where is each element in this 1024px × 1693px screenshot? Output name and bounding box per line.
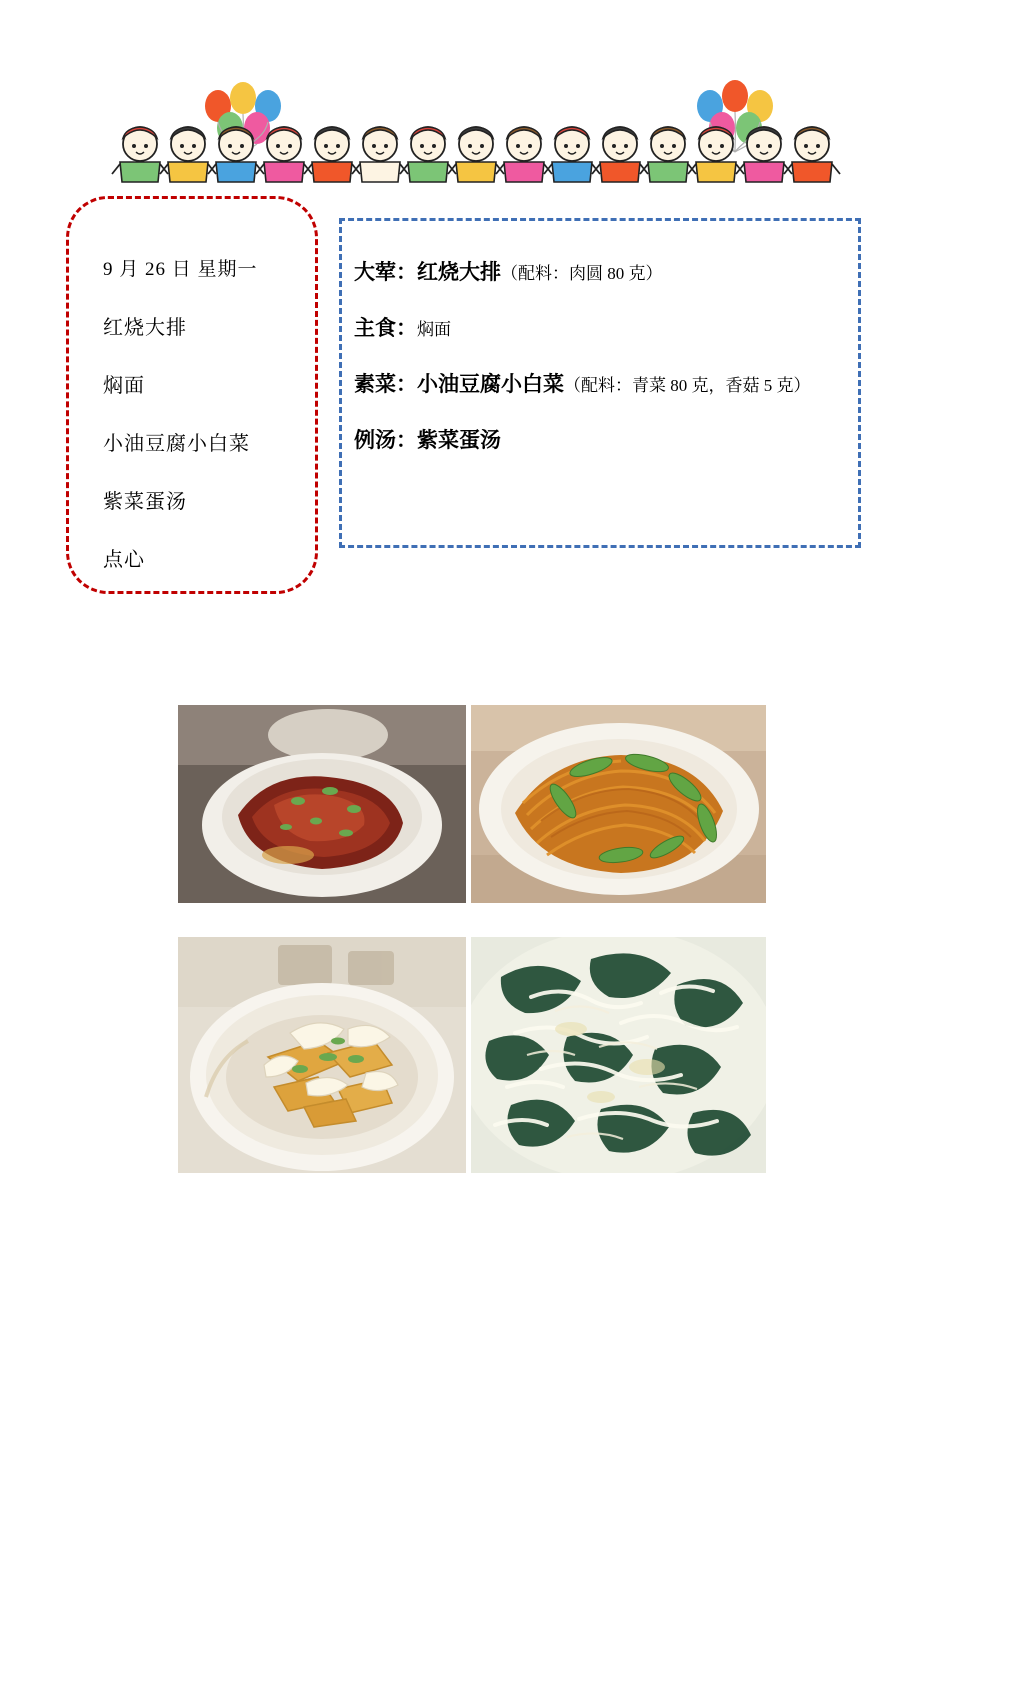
photo-braised-pork-chop: [178, 705, 466, 903]
detail-value-staple: 焖面: [417, 320, 451, 339]
detail-label-staple: 主食：: [354, 316, 417, 340]
dish-photo-grid: [178, 705, 766, 1173]
detail-label-soup: 例汤：: [354, 428, 417, 452]
photo-braised-noodles: [471, 705, 766, 903]
detail-label-vegetable: 素菜：: [354, 372, 417, 396]
menu-item-2: 焖面: [103, 375, 145, 397]
menu-item-4: 紫菜蛋汤: [103, 491, 187, 513]
menu-item-3: 小油豆腐小白菜: [103, 433, 250, 455]
menu-item-5: 点心: [103, 549, 145, 571]
detail-row-staple: [354, 301, 844, 357]
photo-tofu-cabbage: [178, 937, 466, 1173]
menu-summary-box: [66, 196, 318, 594]
detail-value-main-meat: 红烧大排: [417, 260, 501, 284]
detail-value-vegetable: 小油豆腐小白菜: [417, 372, 564, 396]
detail-label-main-meat: 大荤：: [354, 260, 417, 284]
detail-note-vegetable: （配料：青菜 80 克，香菇 5 克）: [564, 376, 811, 395]
menu-item-1: 红烧大排: [103, 317, 187, 339]
detail-value-soup: 紫菜蛋汤: [417, 428, 501, 452]
photo-seaweed-egg-soup: [471, 937, 766, 1173]
detail-row-main-meat: [354, 245, 844, 301]
detail-row-vegetable: [354, 357, 844, 413]
menu-date: 9 月 26 日 星期一: [103, 259, 258, 280]
detail-note-main-meat: （配料：肉圆 80 克）: [501, 264, 663, 283]
detail-row-soup: [354, 413, 844, 469]
children-balloons-banner: [110, 78, 870, 193]
menu-detail-box: [339, 218, 861, 548]
